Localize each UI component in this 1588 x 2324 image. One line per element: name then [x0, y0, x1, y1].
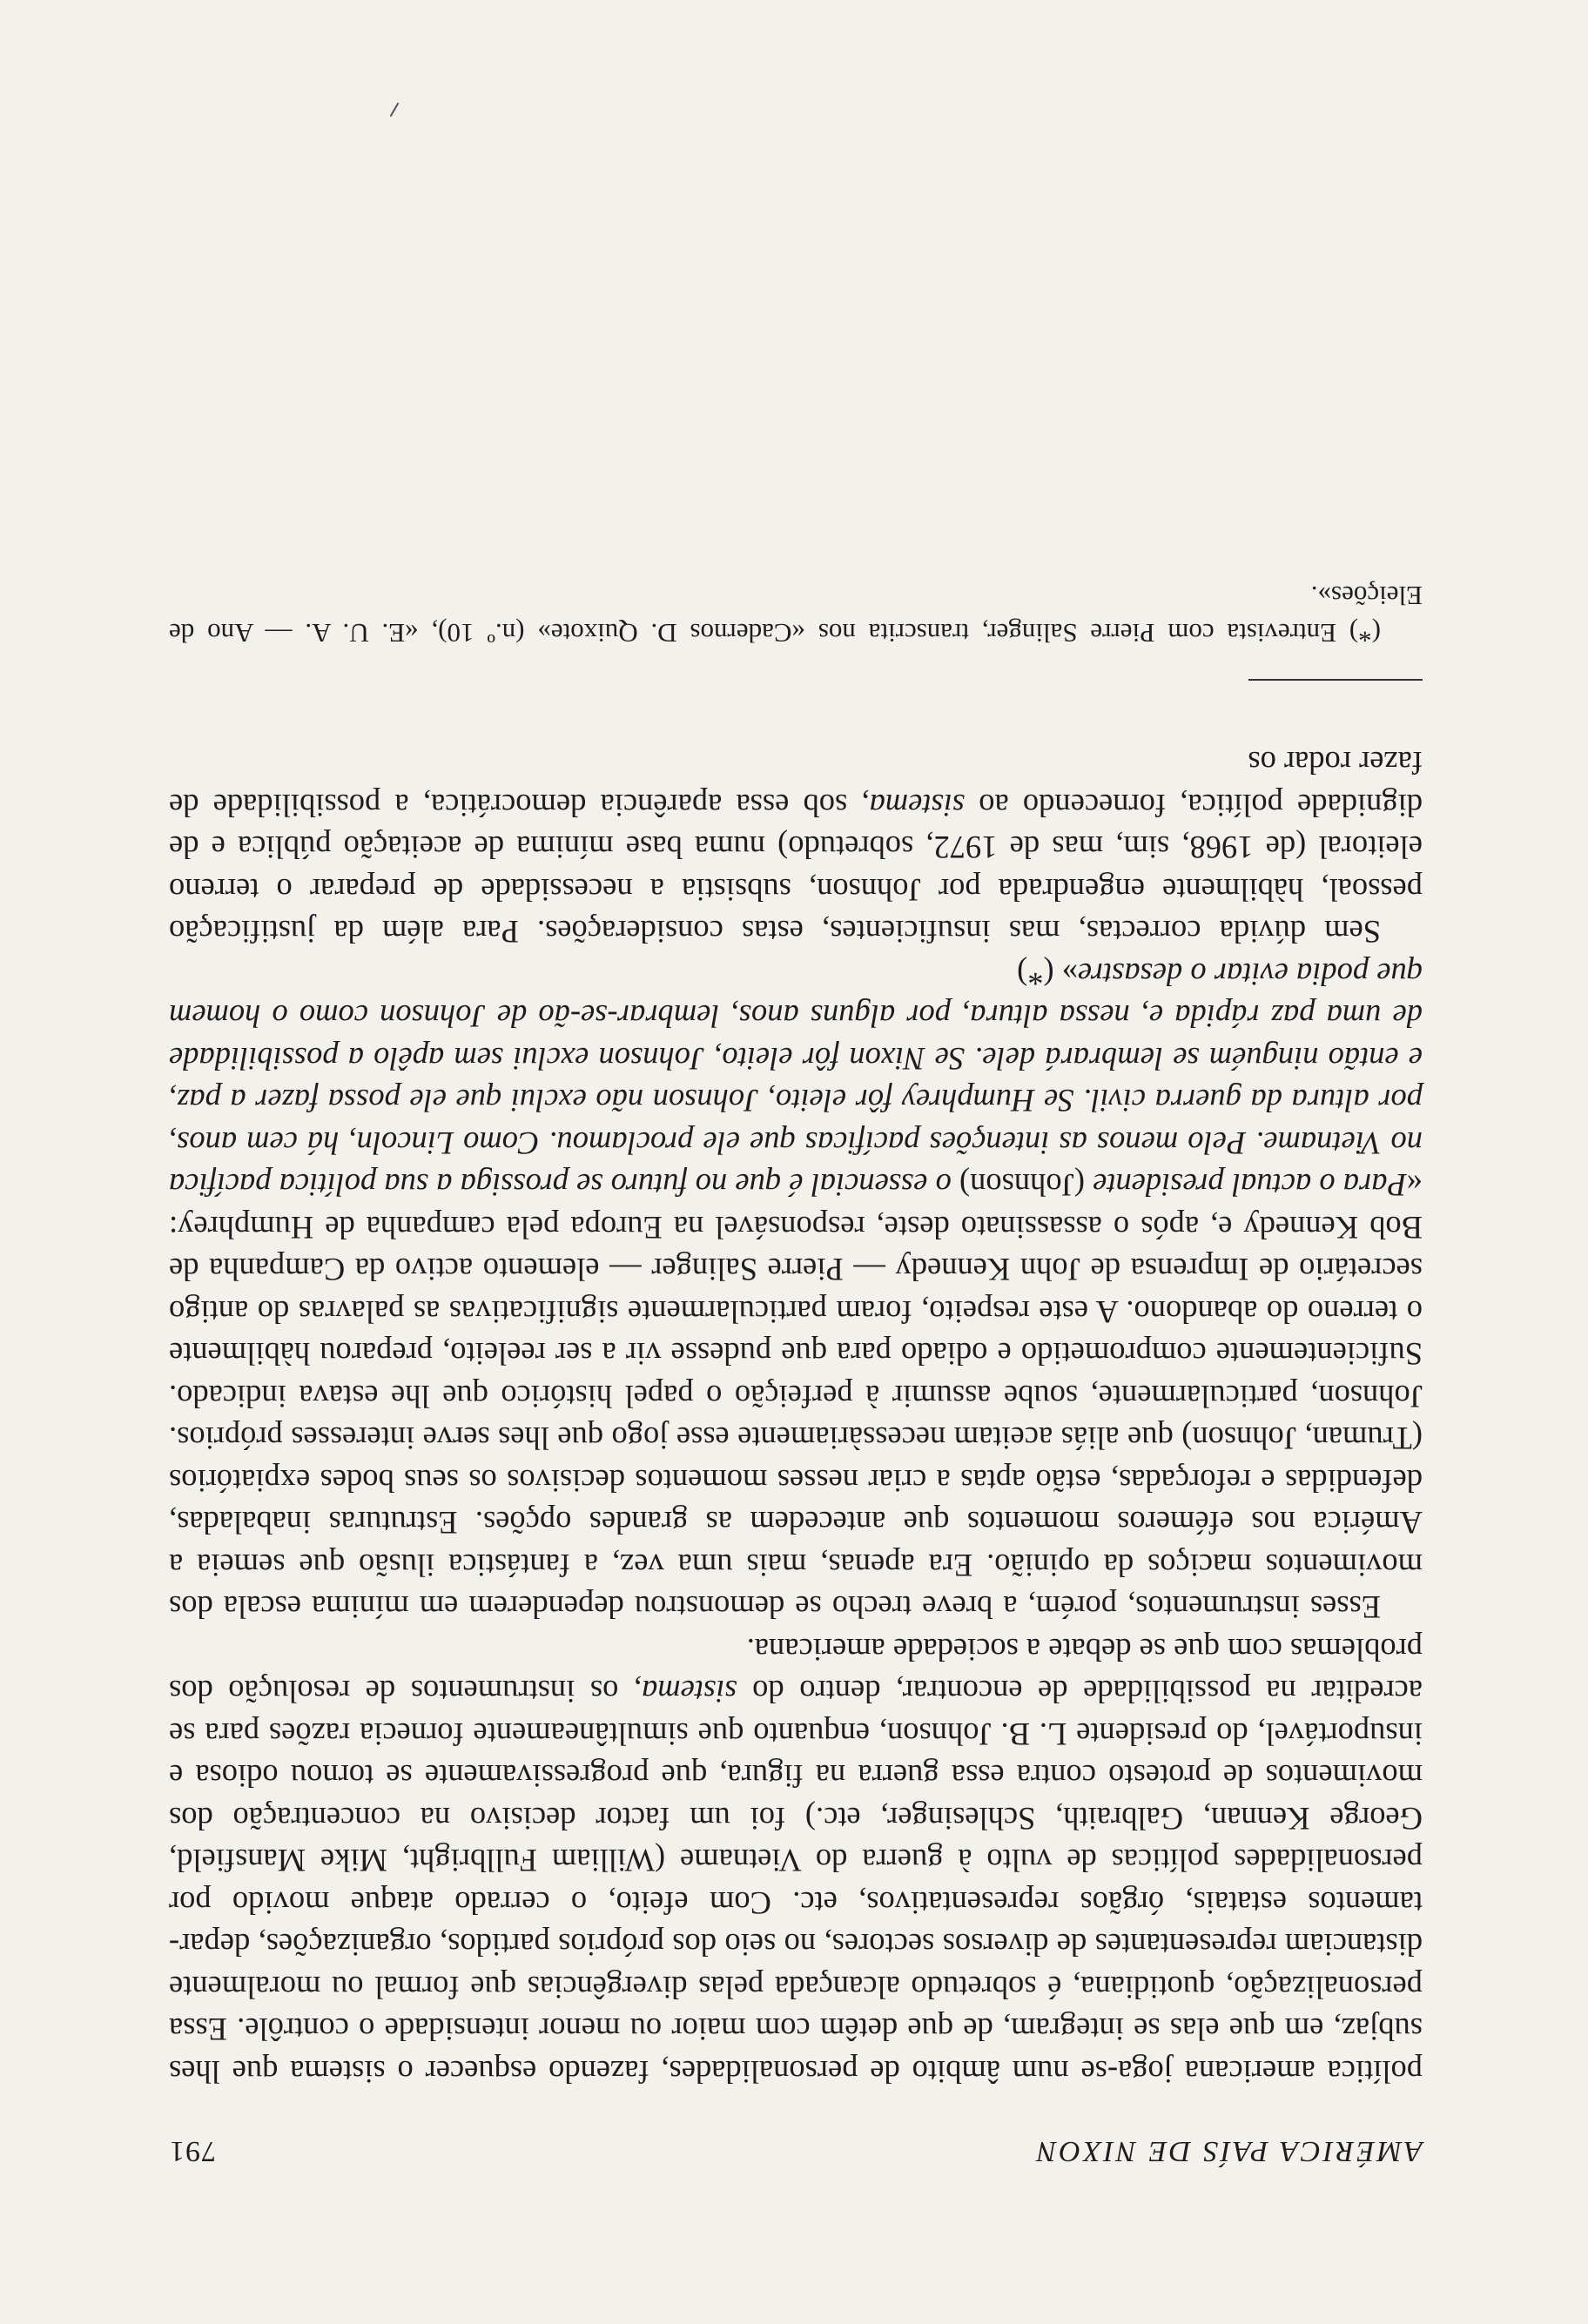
text-run: Esses instrumentos, porém, a breve trecho se demonstrou dependerem em mínima escala dos movimentos maciços da opinião. Era apenas, mais uma vez, a fantástica ilusão que semeia a América nos efémeros momentos que antecedem as grandes opções. Estruturas inabaladas, defendidas e reforçadas, estão aptas a criar nesses momentos decisivos os seus bodes expiatórios (Truman, Johnson) que aliás aceitam necessàriamente esse jogo que lhes serve interesses próprios. Johnson, particularmente, soube assumir à perfeição o papel histórico que lhe estava indicado. Suficientemente comprometido e odiado para que pudesse vir a ser reeleito, preparou hàbilmente o terreno do abandono. A este respeito, foram particularmente significativas as palavras do antigo secretário de Imprensa de John Kennedy — Pierre Salinger — elemento activo da Campanha de Bob Kennedy e, após o assassinato deste, responsável na Europa pela campanha de Humphrey: « [169, 1167, 1423, 1626]
italic-run: Para o actual presidente [1093, 1167, 1407, 1204]
italic-run: sistema [869, 788, 966, 823]
text-run: política americana joga-se num âmbito de personalidades, fazendo esquecer o sistema que lhes subjaz, em que elas se integram, de que detêm com maior ou menor intensidade o contrôle. Essa personalização, quotidiana, é sobretudo alcançada pelas divergências que formal ou moralmente distanciam representantes de diversos sectores, no seio dos próprios partidos, organizações, departamentos estatais, órgãos representativos, etc. Com efeito, o cerrado ataque movido por personalidades políticas de vulto à guerra do Vietname (William Fullbright, Mike Mansfield, George Kennan, Galbraith, Schlesinger, etc.) foi um factor decisivo na concentração dos movimentos de protesto contra essa guerra na figura, que progressivamente se tornou odiosa e insuportável, do presidente L. B. Johnson, enquanto que simultâneamente fornecia razões para se acreditar na possibilidade de encontrar, dentro do [169, 1674, 1423, 2090]
page-number: 791 [169, 2135, 216, 2167]
running-title: AMÉRICA PAÍS DE NIXON [1033, 2135, 1423, 2167]
text-run: , sob essa aparência democrática, a possibilidade de fazer rodar os [169, 745, 1423, 823]
page-header [169, 2134, 1423, 2167]
italic-run: o essencial é que no futuro se prossiga a sua política pacífica no Vietname. Pelo menos as intenções pacíficas que ele proclamou. Como Lincoln, há cem anos, por altura da guerra civil. Se Humphrey fôr eleito, Johnson não exclui que ele possa fazer a paz, e então ninguém se lembrará dele. Se Nixon fôr eleito, Johnson exclui sem apêlo a possibilidade de uma paz rápida e, nessa altura, por alguns anos, lembrar-se-ão de Johnson como o homem que podia evitar o desastre [168, 957, 1423, 1204]
footnote-divider [1248, 679, 1423, 681]
text-run: , os instrumentos de resolução dos problemas com que se debate a sociedade americana. [169, 1632, 1423, 1710]
body-text [169, 742, 1423, 2092]
footnote: (*) Entrevista com Pierre Salinger, transcrita nos «Cadernos D. Quixote» (n.º 10), «E. U. A. — Ano de Eleições». [169, 581, 1423, 648]
paragraph-2 [169, 953, 1423, 1629]
paragraph-1 [169, 1629, 1423, 2093]
text-run: » (*) [1017, 957, 1078, 992]
italic-run: sistema [642, 1674, 737, 1710]
text-run: (Johnson) [951, 1167, 1093, 1204]
page-content [169, 550, 1423, 2167]
text-run: Sem dúvida correctas, mas insuficientes, estas considerações. Para além da justificação pessoal, hàbilmente engendrada por Johnson, subsistia a necessidade de preparar o terreno eleitoral (de 1968, sim, mas de 1972, sobretudo) numa base mínima de aceitação pública e de dignidade política, fornecendo ao [169, 788, 1423, 950]
stray-pen-mark [390, 103, 400, 118]
paragraph-3 [169, 742, 1423, 953]
